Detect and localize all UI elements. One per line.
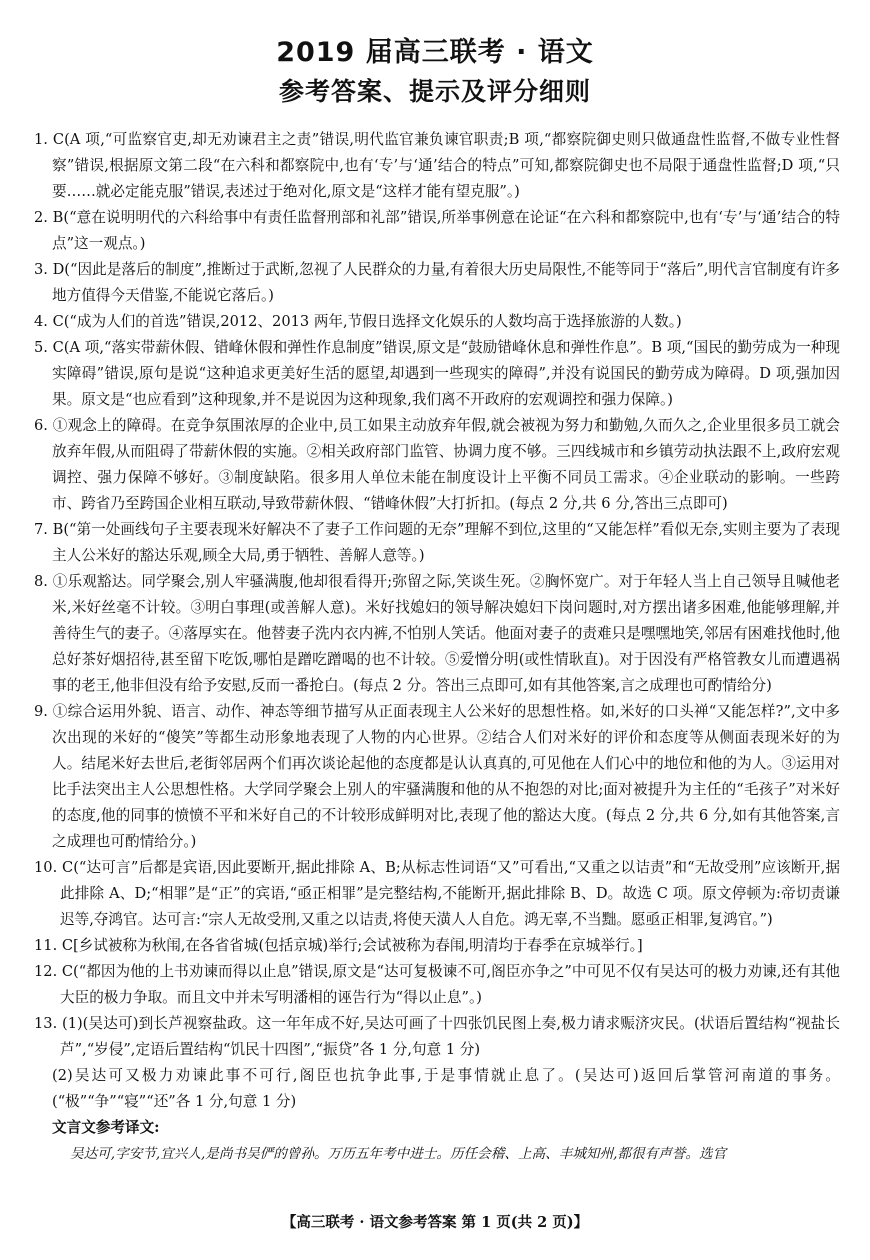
answer-item-5: 5. C(A 项,“落实带薪休假、错峰休假和弹性作息制度”错误,原文是“鼓励错峰休息和弹性作息”。B 项,“国民的勤劳成为一种现实障碍”错误,原句是说“这种追求更美好生活的愿望,却遇到一些现实的障碍”,并没有说国民的勤劳成为障碍。D 项,强加因果。原文是“也应看到”这种现象,并不是说因为这种现象,我们离不开政府的宏观调控和强力保障。): [34, 339, 840, 408]
answer-item-3: 3. D(“因此是落后的制度”,推断过于武断,忽视了人民群众的力量,有着很大历史局限性,不能等同于“落后”,明代言官制度有许多地方值得今天借鉴,不能说它落后。): [34, 261, 840, 304]
answer-item-1: 1. C(A 项,“可监察官吏,却无劝谏君主之责”错误,明代监官兼负谏官职责;B 项,“都察院御史则只做通盘性监督,不做专业性督察”错误,根据原文第二段“在六科和都察院中,也有‘专’与‘通’结合的特点”可知,都察院御史也不局限于通盘性监督;D 项,“只要……就必定能克服”错误,表述过于绝对化,原文是“这样才能有望克服”。): [34, 131, 840, 200]
translation-heading: 文言文参考译文:: [52, 1119, 160, 1136]
answer-item-6: 6. ①观念上的障碍。在竞争氛围浓厚的企业中,员工如果主动放弃年假,就会被视为努力和勤勉,久而久之,企业里很多员工就会放弃年假,从而阻碍了带薪休假的实施。②相关政府部门监管、协调力度不够。三四线城市和乡镇劳动执法跟不上,政府宏观调控、强力保障不够好。③制度缺陷。很多用人单位未能在制度设计上平衡不同员工需求。④企业联动的影响。一些跨市、跨省乃至跨国企业相互联动,导致带薪休假、“错峰休假”大打折扣。(每点 2 分,共 6 分,答出三点即可): [34, 417, 840, 512]
answer-item-10: 10. C(“达可言”后都是宾语,因此要断开,据此排除 A、B;从标志性词语“又”可看出,“又重之以诘责”和“无故受刑”应该断开,据此排除 A、D;“相罪”是“正”的宾语,“亟正相罪”是完整结构,不能断开,据此排除 B、D。故选 C 项。原文停顿为:帝切责谦迟等,夺鸿官。达可言:“宗人无故受刑,又重之以诘责,将使天潢人人自危。鸿无辜,不当黜。愿亟正相罪,复鸿官。”): [34, 859, 840, 928]
page-footer: 【高三联考 · 语文参考答案 第 1 页(共 2 页)】: [281, 1214, 589, 1231]
answer-item-13-part-2: (2)吴达可又极力劝谏此事不可行,阁臣也抗争此事,于是事情就止息了。(吴达可)返回后掌管河南道的事务。(“极”“争”“寝”“还”各 1 分,句意 1 分): [52, 1067, 840, 1110]
page-subtitle: 参考答案、提示及评分细则: [278, 77, 591, 106]
answer-item-13: 13. (1)(吴达可)到长芦视察盐政。这一年年成不好,吴达可画了十四张饥民图上奏,极力请求赈济灾民。(状语后置结构“视盐长芦”,“岁侵”,定语后置结构“饥民十四图”,“振贷”各 1 分,句意 1 分): [34, 1015, 840, 1058]
page-title: 2019 届高三联考 · 语文: [276, 37, 594, 68]
answer-list: [34, 127, 840, 1167]
answer-item-12: 12. C(“都因为他的上书劝谏而得以止息”错误,原文是“达可复极谏不可,阁臣亦争之”中可见不仅有吴达可的极力劝谏,还有其他大臣的极力争取。而且文中并未写明潘相的诬告行为“得以止息”。): [34, 963, 840, 1006]
answer-item-2: 2. B(“意在说明明代的六科给事中有责任监督刑部和礼部”错误,所举事例意在论证“在六科和都察院中,也有‘专’与‘通’结合的特点”这一观点。): [34, 209, 840, 252]
answer-item-11: 11. C[乡试被称为秋闱,在各省省城(包括京城)举行;会试被称为春闱,明清均于春季在京城举行。]: [34, 937, 643, 954]
answer-item-7: 7. B(“第一处画线句子主要表现米好解决不了妻子工作问题的无奈”理解不到位,这里的“又能怎样”看似无奈,实则主要为了表现主人公米好的豁达乐观,顾全大局,勇于牺牲、善解人意等。): [34, 521, 840, 564]
answer-item-8: 8. ①乐观豁达。同学聚会,别人牢骚满腹,他却很看得开;弥留之际,笑谈生死。②胸怀宽广。对于年轻人当上自己领导且喊他老米,米好丝毫不计较。③明白事理(或善解人意)。米好找媳妇的领导解决媳妇下岗问题时,对方摆出诸多困难,他能够理解,并善待生气的妻子。④落厚实在。他替妻子洗内衣内裤,不怕别人笑话。他面对妻子的责难只是嘿嘿地笑,邻居有困难找他时,他总好茶好烟招待,甚至留下吃饭,哪怕是蹭吃蹭喝的也不计较。⑤爱憎分明(或性情耿直)。对于因没有严格管教女儿而遭遇祸事的老王,他非但没有给予安慰,反而一番抢白。(每点 2 分。答出三点即可,如有其他答案,言之成理也可酌情给分): [34, 573, 840, 694]
translation-text: 吴达可,字安节,宜兴人,是尚书吴俨的曾孙。万历五年考中进士。历任会稽、上高、丰城知州,都很有声誉。选官: [70, 1146, 727, 1162]
answer-item-9: 9. ①综合运用外貌、语言、动作、神态等细节描写从正面表现主人公米好的思想性格。如,米好的口头禅“又能怎样?”,文中多次出现的米好的“傻笑”等都生动形象地表现了人物的内心世界。②结合人们对米好的评价和态度等从侧面表现米好的为人。结尾米好去世后,老街邻居两个们再次谈论起他的态度都是认认真真的,可见他在人们心中的地位和他的为人。③运用对比手法突出主人公思想性格。大学同学聚会上别人的牢骚满腹和他的从不抱怨的对比;面对被提升为主任的“毛孩子”对米好的态度,他的同事的愤愤不平和米好自己的不计较形成鲜明对比,表现了他的豁达大度。(每点 2 分,共 6 分,如有其他答案,言之成理也可酌情给分。): [34, 703, 840, 850]
answer-item-4: 4. C(“成为人们的首选”错误,2012、2013 两年,节假日选择文化娱乐的人数均高于选择旅游的人数。): [34, 313, 682, 330]
